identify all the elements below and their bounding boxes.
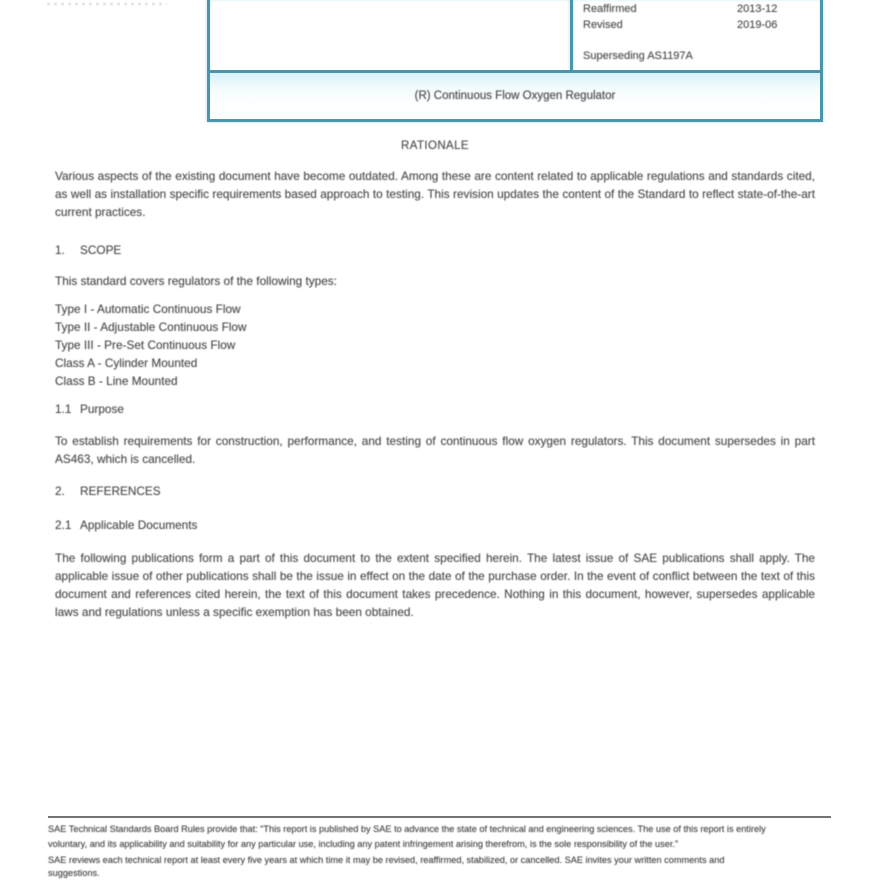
superseding-note: Superseding AS1197A	[583, 50, 693, 62]
scope-heading	[55, 243, 815, 257]
footer-divider	[48, 816, 831, 818]
list-item: Type I - Automatic Continuous Flow	[55, 302, 241, 316]
purpose-heading	[55, 402, 815, 416]
purpose-paragraph: To establish requirements for construction, performance, and testing of continuous flow oxygen regulators. This document supersedes in part AS463, which is cancelled.	[55, 434, 815, 466]
footer-disclaimer-line: voluntary, and its applicability and suitability for any particular use, including any patent infringement arising therefrom, is the sole responsibility of the user.”	[48, 838, 679, 849]
document-title: (R) Continuous Flow Oxygen Regulator	[414, 90, 616, 102]
applicable-documents-title: Applicable Documents	[80, 518, 198, 532]
rationale-paragraph: Various aspects of the existing document have become outdated. Among these are content related to applicable regulations and standards cited, as well as installation specific requirements based approach to testing. This revision updates the content of the Standard to reflect state-of-the-art current practices.	[55, 169, 815, 219]
reaffirmed-label: Reaffirmed	[583, 3, 637, 15]
purpose-title: Purpose	[80, 402, 124, 416]
reaffirmed-row	[583, 2, 823, 18]
scope-intro: This standard covers regulators of the following types:	[55, 274, 337, 288]
document-header-table	[207, 0, 823, 122]
list-item: Type III - Pre-Set Continuous Flow	[55, 338, 236, 352]
scope-number: 1.	[55, 243, 65, 257]
references-number: 2.	[55, 484, 65, 498]
list-item: Type II - Adjustable Continuous Flow	[55, 320, 247, 334]
applicable-documents-paragraph: The following publications form a part of this document to the extent specified herein. The latest issue of SAE publications shall apply. The applicable issue of other publications shall be the issue in effect on the date of the purchase order. In the event of conflict between the text of this document and references cited herein, the text of this document takes precedence. Nothing in this document, however, supersedes applicable laws and regulations unless a specific exemption has been obtained.	[55, 551, 815, 619]
footer-review-line: SAE reviews each technical report at least every five years at which time it may be revised, reaffirmed, stabilized, or cancelled. SAE invites your written comments and	[48, 855, 725, 865]
revised-row	[583, 18, 823, 34]
references-heading	[55, 484, 815, 498]
revised-date: 2019-06	[737, 18, 778, 31]
cropped-logo-remnant	[45, 0, 167, 7]
rationale-heading: RATIONALE	[401, 140, 469, 152]
purpose-number: 1.1	[55, 402, 72, 416]
list-item: Class B - Line Mounted	[55, 374, 178, 388]
scope-title: SCOPE	[80, 243, 122, 257]
revised-label: Revised	[583, 18, 623, 31]
header-cell-divider	[570, 0, 573, 70]
applicable-documents-number: 2.1	[55, 518, 72, 532]
footer-disclaimer-line: SAE Technical Standards Board Rules provide that: “This report is published by SAE to advance the state of technical and engineering sciences. The use of this report is entirely	[48, 824, 766, 834]
references-title: REFERENCES	[80, 484, 161, 498]
applicable-documents-heading	[55, 518, 815, 532]
document-title-bar	[210, 70, 820, 119]
list-item: Class A - Cylinder Mounted	[55, 356, 198, 370]
footer-review-line-cut: suggestions.	[48, 868, 100, 878]
reaffirmed-date: 2013-12	[737, 3, 778, 15]
revision-dates-cell	[576, 2, 823, 33]
regulator-types-list	[55, 300, 815, 390]
